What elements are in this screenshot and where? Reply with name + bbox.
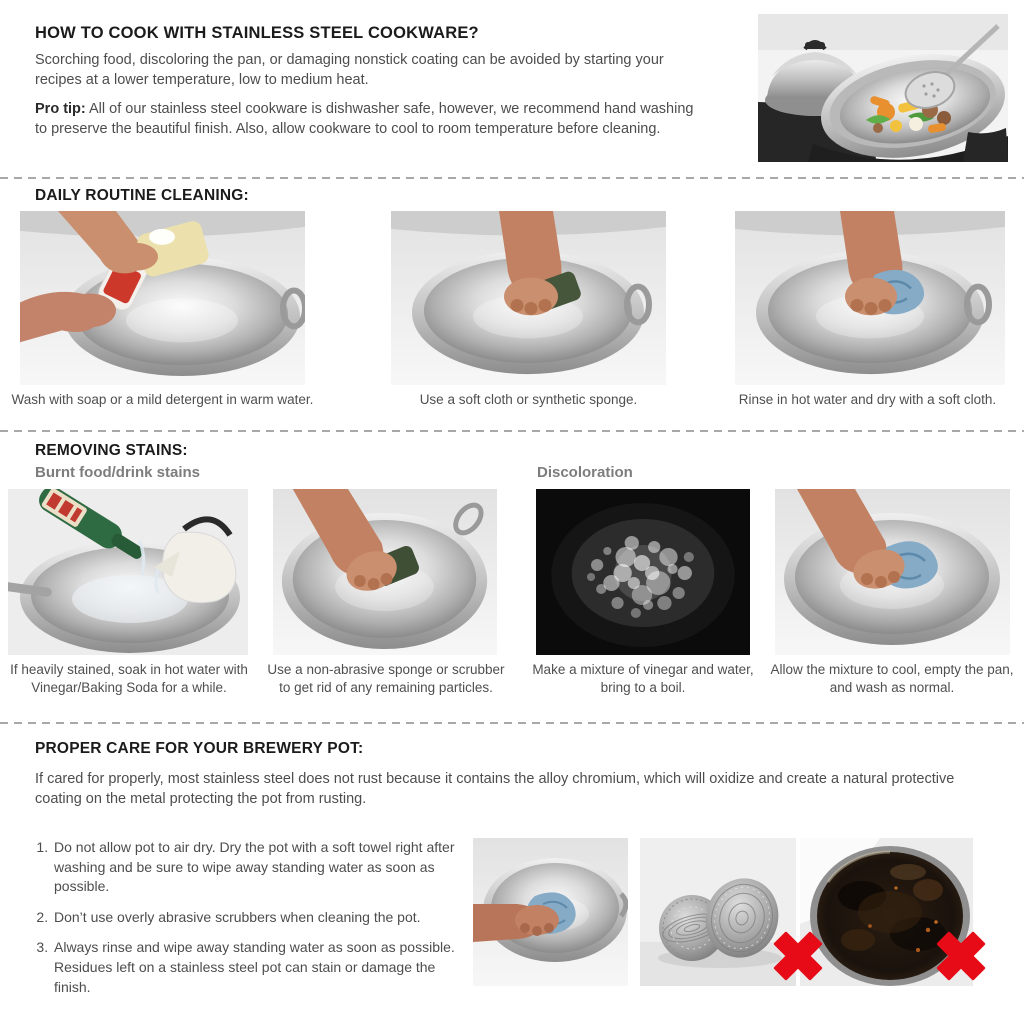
page-title: HOW TO COOK WITH STAINLESS STEEL COOKWARE?	[35, 24, 479, 42]
section-divider	[0, 430, 1024, 432]
reject-x-icon	[770, 928, 826, 984]
scrub-pan-illustration	[273, 489, 497, 655]
discoloration-subheading: Discoloration	[537, 464, 633, 481]
stain-step-caption: Use a non-abrasive sponge or scrubber to get rid of any remaining particles.	[267, 662, 505, 695]
proper-care-title: PROPER CARE FOR YOUR BREWERY POT:	[35, 740, 364, 757]
care-tips-list	[35, 838, 470, 1008]
photo-cloth-dry	[735, 211, 1005, 385]
pro-tip-label: Pro tip:	[35, 101, 86, 117]
care-tip-item: 2. Don’t use overly abrasive scrubbers when cleaning the pot.	[52, 908, 470, 928]
vinegar-kettle-illustration	[8, 489, 248, 655]
towel-pot-illustration	[473, 838, 628, 986]
pro-tip-text: All of our stainless steel cookware is dishwasher safe, however, we recommend hand washing to preserve the beautiful finish. Also, allow cookware to cool to room temperature before cleaning.	[35, 101, 694, 137]
pro-tip-paragraph	[35, 99, 697, 139]
care-tip-item: 1. Do not allow pot to air dry. Dry the pot with a soft towel right after washing and be sure to wipe away standing water as soon as possible.	[52, 838, 470, 897]
daily-step-caption: Rinse in hot water and dry with a soft cloth.	[738, 392, 997, 407]
removing-stains-title: REMOVING STAINS:	[35, 442, 188, 459]
stain-step-caption: If heavily stained, soak in hot water with Vinegar/Baking Soda for a while.	[10, 662, 248, 695]
spray-pan-illustration	[20, 211, 305, 385]
section-divider	[0, 722, 1024, 724]
photo-boiling-mixture	[536, 489, 750, 655]
care-tip-item: 3. Always rinse and wipe away standing water as soon as possible. Residues left on a stainless steel pot can stain or damage the finish.	[52, 938, 470, 997]
cloth-pan-illustration	[735, 211, 1005, 385]
photo-towel-dry-pot	[473, 838, 628, 986]
photo-wipe-after-cool	[775, 489, 1010, 655]
daily-step-caption: Use a soft cloth or synthetic sponge.	[419, 392, 638, 407]
burnt-stains-subheading: Burnt food/drink stains	[35, 464, 200, 481]
photo-scrub-particles	[273, 489, 497, 655]
boiling-illustration	[536, 489, 750, 655]
photo-vinegar-soak	[8, 489, 248, 655]
photo-spray-detergent	[20, 211, 305, 385]
photo-sponge-wipe	[391, 211, 666, 385]
sponge-pan-illustration	[391, 211, 666, 385]
daily-cleaning-title: DAILY ROUTINE CLEANING:	[35, 187, 249, 204]
daily-step-caption: Wash with soap or a mild detergent in warm water.	[11, 392, 314, 407]
section-divider	[0, 177, 1024, 179]
proper-care-paragraph: If cared for properly, most stainless steel does not rust because it contains the alloy chromium, which will oxidize and create a natural protective coating on the metal protecting the pot from rusting.	[35, 771, 955, 807]
stain-step-caption: Make a mixture of vinegar and water, bring to a boil.	[532, 662, 754, 695]
photo-wok-stir-fry	[758, 14, 1008, 162]
photo-steel-wool	[640, 838, 796, 986]
wipe-pan-illustration	[775, 489, 1010, 655]
wok-stir-fry-illustration	[758, 14, 1008, 162]
stain-step-caption: Allow the mixture to cool, empty the pan, and wash as normal.	[770, 662, 1014, 695]
intro-paragraph: Scorching food, discoloring the pan, or damaging nonstick coating can be avoided by starting your recipes at a lower temperature, low to medium heat.	[35, 52, 664, 88]
reject-x-icon	[933, 928, 989, 984]
